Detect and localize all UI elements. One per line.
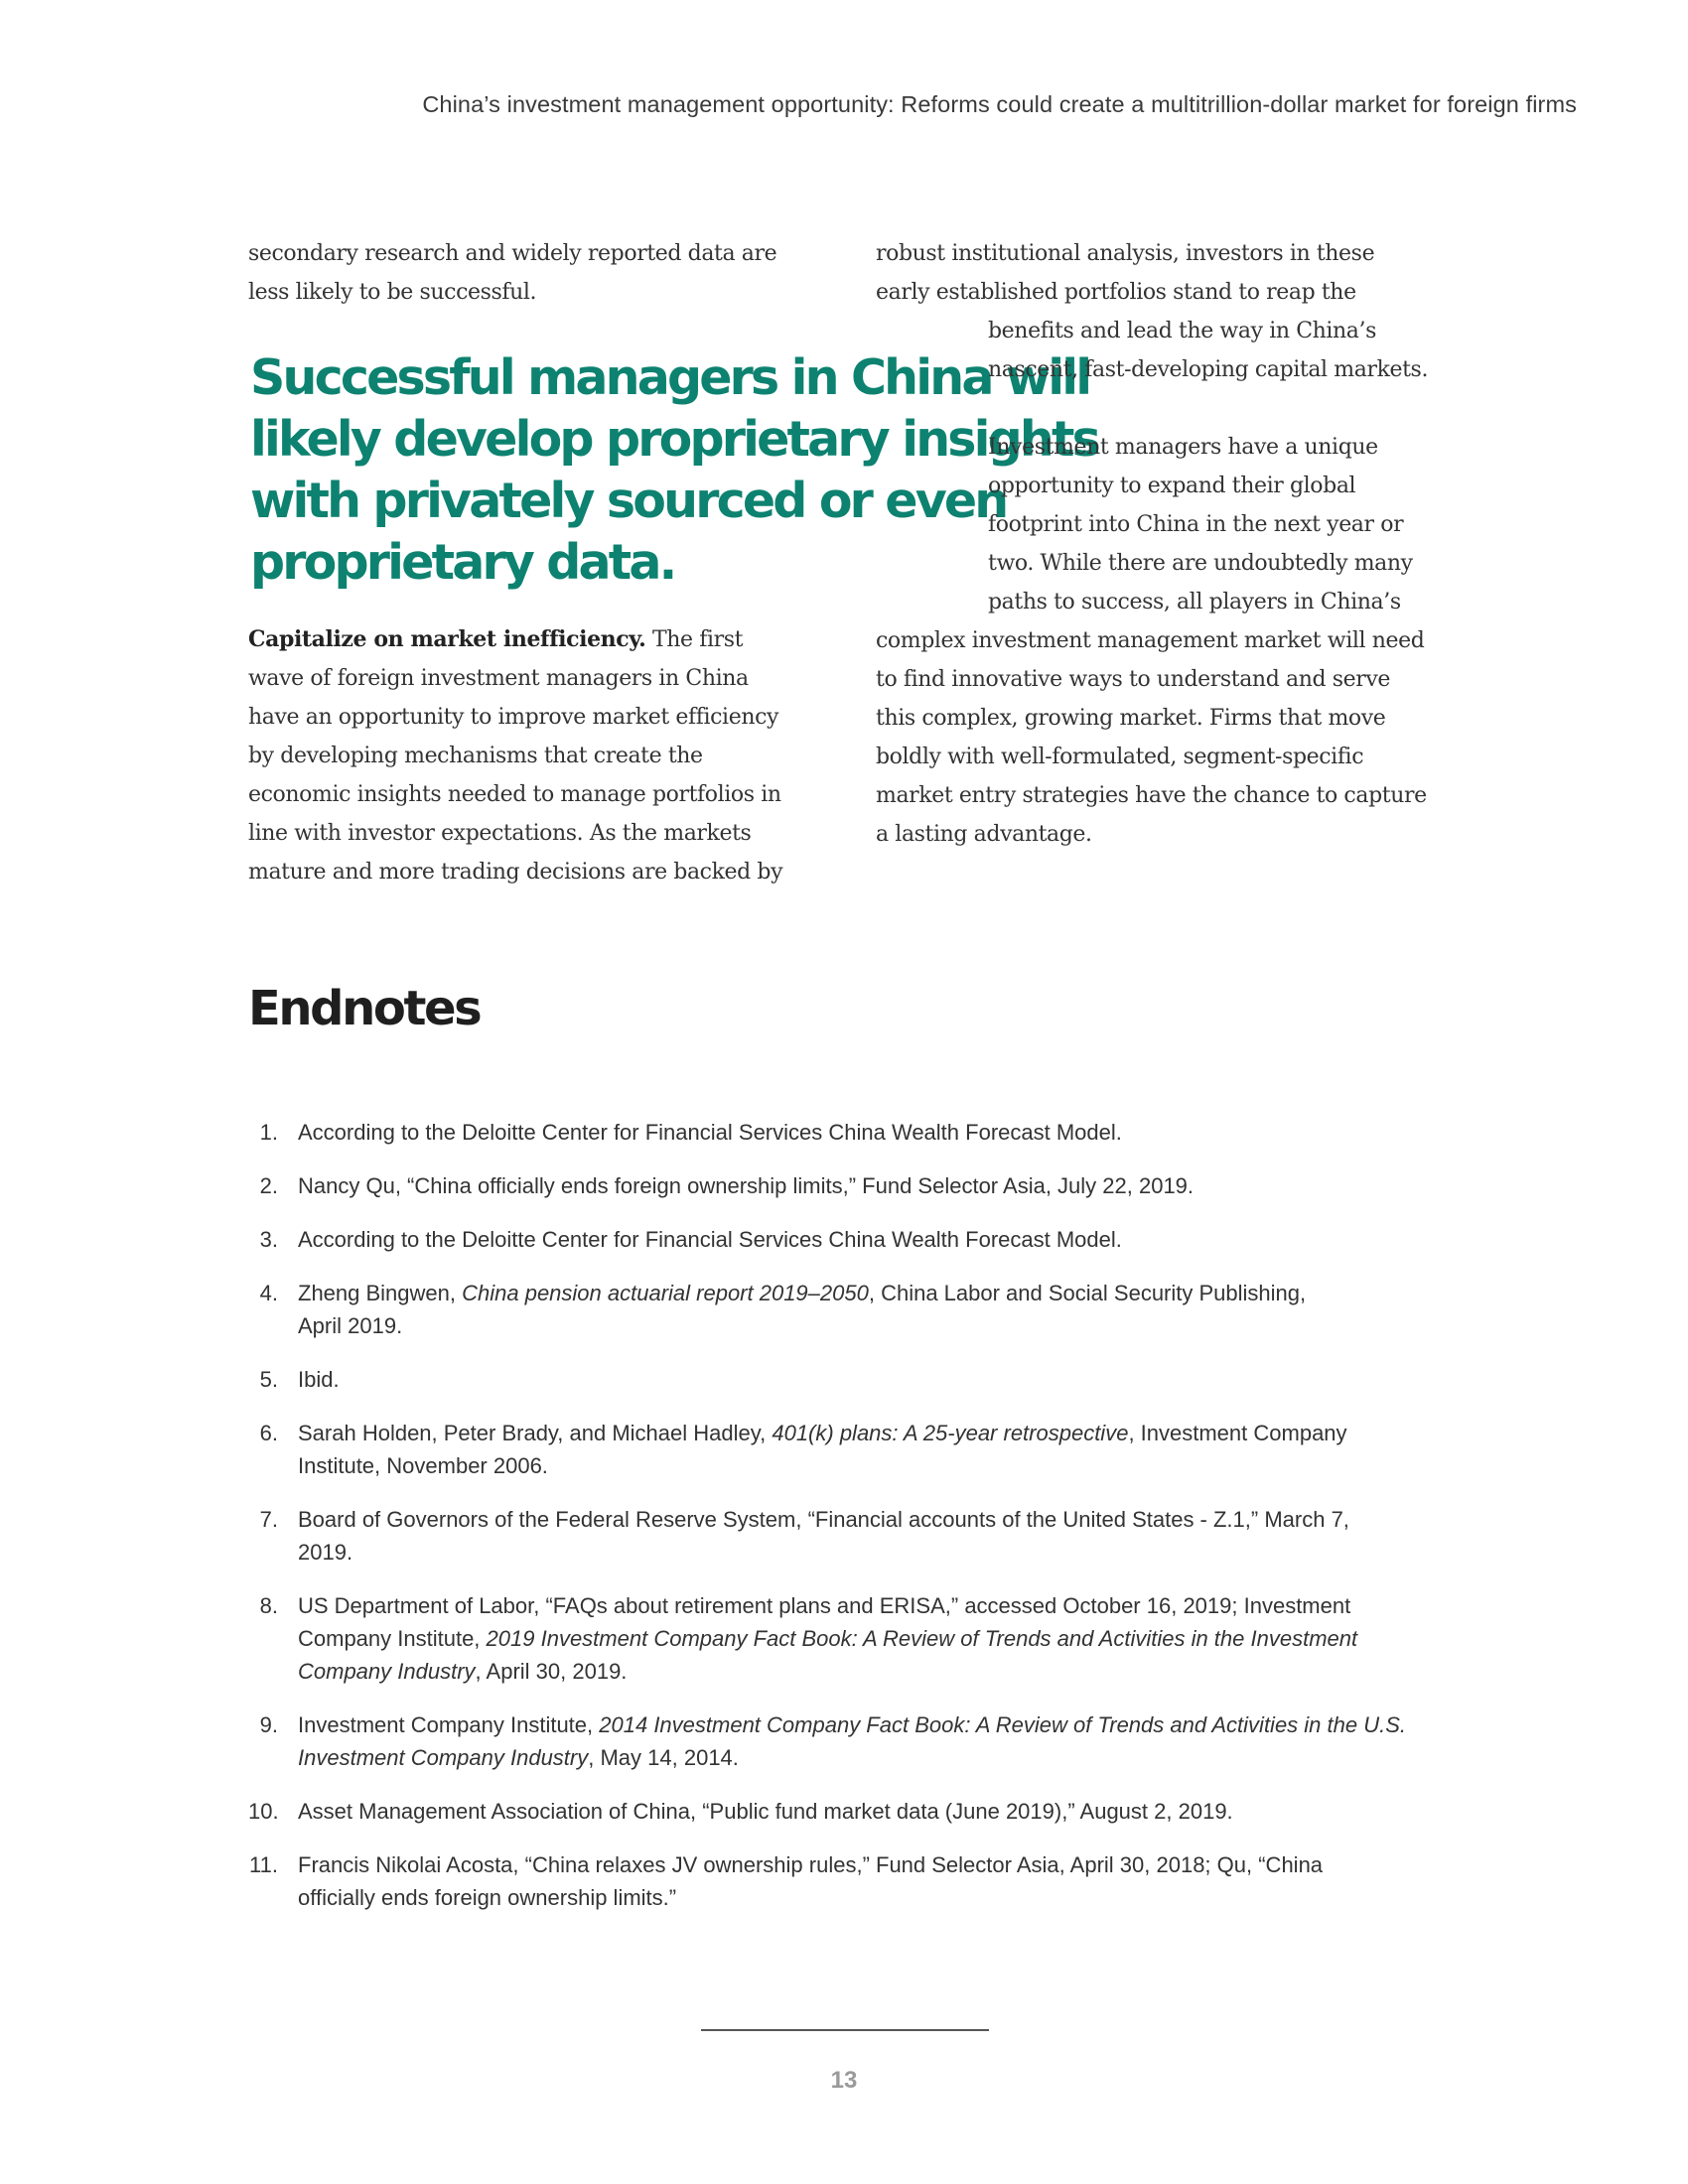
body-line: wave of foreign investment managers in China — [248, 666, 749, 691]
endnote-text-run: Asset Management Association of China, “Public fund market data (June 2019),” August 2, 2019. — [298, 1799, 1233, 1824]
running-header: China’s investment management opportunity: Reforms could create a multitrillion-dollar market for foreign firms — [422, 91, 1577, 117]
right-column — [876, 234, 1452, 854]
endnote-text — [298, 1503, 1440, 1569]
run-in-heading: Capitalize on market inefficiency. — [248, 626, 646, 652]
body-line: economic insights needed to manage portfolios in — [248, 782, 781, 807]
endnote-number: 6. — [259, 1421, 278, 1445]
endnote-text-run: According to the Deloitte Center for Financial Services China Wealth Forecast Model. — [298, 1227, 1122, 1252]
endnote-item — [248, 1116, 1440, 1149]
left-column-intro — [248, 234, 824, 312]
endnote-line — [298, 1503, 1440, 1536]
endnotes-heading: Endnotes — [248, 981, 481, 1036]
endnote-text — [298, 1795, 1440, 1828]
endnote-line — [298, 1622, 1440, 1655]
endnote-line — [298, 1536, 1440, 1569]
endnote-line — [298, 1708, 1440, 1741]
endnote-line — [298, 1223, 1440, 1256]
endnote-text — [298, 1223, 1440, 1256]
body-line: complex investment management market will need — [876, 628, 1425, 653]
endnote-text — [298, 1277, 1440, 1342]
endnote-number: 9. — [259, 1712, 278, 1737]
body-line: line with investor expectations. As the markets — [248, 821, 752, 846]
paragraph-gap — [876, 389, 1452, 428]
endnotes-list — [248, 1116, 1440, 1935]
endnote-text-run: , China Labor and Social Security Publishing, — [868, 1281, 1307, 1305]
endnote-text-run: Ibid. — [298, 1367, 340, 1392]
body-line: benefits and lead the way in China’s — [988, 319, 1376, 343]
endnote-item — [248, 1503, 1440, 1569]
endnote-text-run: Investment Company Institute, — [298, 1712, 600, 1737]
endnote-text-run: Board of Governors of the Federal Reserve System, “Financial accounts of the United States - Z.1,” March 7, — [298, 1507, 1349, 1532]
endnote-text — [298, 1363, 1440, 1396]
endnote-title-italic: China pension actuarial report 2019–2050 — [462, 1281, 869, 1305]
endnote-item — [248, 1223, 1440, 1256]
endnote-item — [248, 1589, 1440, 1688]
endnote-line — [298, 1277, 1440, 1309]
body-line: boldly with well-formulated, segment-specific — [876, 745, 1364, 769]
endnote-line — [298, 1589, 1440, 1622]
body-line: this complex, growing market. Firms that move — [876, 706, 1386, 731]
endnote-item — [248, 1795, 1440, 1828]
endnote-text-run: Nancy Qu, “China officially ends foreign ownership limits,” Fund Selector Asia, July 22, 2019. — [298, 1173, 1195, 1198]
pull-quote-line: likely develop proprietary insights — [250, 411, 1098, 468]
body-line: to find innovative ways to understand and serve — [876, 667, 1391, 692]
body-line: two. While there are undoubtedly many — [988, 551, 1413, 576]
endnote-text — [298, 1708, 1440, 1774]
body-line: footprint into China in the next year or — [988, 512, 1404, 537]
body-line: early established portfolios stand to reap the — [876, 280, 1356, 305]
endnote-line — [298, 1655, 1440, 1688]
pull-quote-line: proprietary data. — [250, 534, 675, 591]
endnote-number: 5. — [259, 1367, 278, 1392]
endnote-number: 1. — [259, 1120, 278, 1145]
body-line: mature and more trading decisions are backed by — [248, 860, 783, 885]
endnote-line — [298, 1116, 1440, 1149]
endnote-line — [298, 1309, 1440, 1342]
endnote-text-run: , April 30, 2019. — [475, 1659, 628, 1684]
body-line — [248, 620, 844, 659]
body-line: robust institutional analysis, investors in these — [876, 241, 1375, 266]
body-line: nascent, fast-developing capital markets. — [988, 357, 1429, 382]
endnote-text-run: , Investment Company — [1128, 1421, 1347, 1445]
endnote-title-italic: 401(k) plans: A 25-year retrospective — [772, 1421, 1129, 1445]
page-number: 13 — [830, 2067, 858, 2094]
body-line: market entry strategies have the chance to capture — [876, 783, 1427, 808]
endnote-text-run: Francis Nikolai Acosta, “China relaxes JV ownership rules,” Fund Selector Asia, April 30, 2018; Qu, “China — [298, 1852, 1324, 1877]
endnote-title-italic: Company Industry — [298, 1659, 476, 1684]
endnote-line — [298, 1417, 1440, 1449]
endnote-text — [298, 1417, 1440, 1482]
pull-quote-line: Successful managers in China will — [250, 349, 1090, 406]
endnote-text-run: US Department of Labor, “FAQs about retirement plans and ERISA,” accessed October 16, 2019; Investment — [298, 1593, 1351, 1618]
body-text-run: The first — [645, 627, 744, 652]
body-line: a lasting advantage. — [876, 822, 1092, 847]
endnote-title-italic: 2014 Investment Company Fact Book: A Review of Trends and Activities in the U.S. — [599, 1712, 1407, 1737]
endnote-line — [298, 1363, 1440, 1396]
endnote-item — [248, 1363, 1440, 1396]
endnote-line — [298, 1881, 1440, 1914]
endnote-text-run: Institute, November 2006. — [298, 1453, 548, 1478]
endnote-line — [298, 1169, 1440, 1202]
endnote-text-run: According to the Deloitte Center for Financial Services China Wealth Forecast Model. — [298, 1120, 1122, 1145]
body-line: secondary research and widely reported data are — [248, 241, 777, 266]
endnote-number: 8. — [259, 1593, 278, 1618]
endnote-text — [298, 1169, 1440, 1202]
endnote-item — [248, 1417, 1440, 1482]
endnote-line — [298, 1848, 1440, 1881]
endnote-item — [248, 1848, 1440, 1914]
endnote-text-run: April 2019. — [298, 1313, 403, 1338]
endnote-number: 11. — [249, 1852, 278, 1877]
endnote-text — [298, 1589, 1440, 1688]
pull-quote-line: with privately sourced or even — [250, 473, 1007, 529]
endnote-line — [298, 1741, 1440, 1774]
endnote-item — [248, 1708, 1440, 1774]
body-line: by developing mechanisms that create the — [248, 744, 703, 768]
pull-quote — [250, 347, 1098, 594]
endnote-text — [298, 1848, 1440, 1914]
endnote-text-run: 2019. — [298, 1540, 353, 1565]
endnote-text-run: Company Institute, — [298, 1626, 487, 1651]
endnote-title-italic: 2019 Investment Company Fact Book: A Review of Trends and Activities in the Investment — [486, 1626, 1358, 1651]
body-line: less likely to be successful. — [248, 280, 537, 305]
endnote-number: 7. — [259, 1507, 278, 1532]
body-line: have an opportunity to improve market efficiency — [248, 705, 779, 730]
endnote-text-run: , May 14, 2014. — [588, 1745, 739, 1770]
body-line: paths to success, all players in China’s — [988, 590, 1401, 614]
endnote-text-run: Sarah Holden, Peter Brady, and Michael Hadley, — [298, 1421, 773, 1445]
endnote-title-italic: Investment Company Industry — [298, 1745, 589, 1770]
endnote-text-run: Zheng Bingwen, — [298, 1281, 463, 1305]
endnote-number: 2. — [259, 1173, 278, 1198]
body-line: Investment managers have a unique — [988, 435, 1378, 460]
endnote-line — [298, 1795, 1440, 1828]
endnote-line — [298, 1449, 1440, 1482]
endnote-number: 10. — [248, 1799, 279, 1824]
endnote-text-run: officially ends foreign ownership limits.” — [298, 1885, 677, 1910]
endnote-item — [248, 1277, 1440, 1342]
endnote-item — [248, 1169, 1440, 1202]
market-inefficiency-paragraph — [248, 620, 844, 891]
footer-divider — [701, 2029, 989, 2031]
endnote-number: 4. — [259, 1281, 278, 1305]
body-line: opportunity to expand their global — [988, 474, 1356, 498]
endnote-text — [298, 1116, 1440, 1149]
endnote-number: 3. — [259, 1227, 278, 1252]
